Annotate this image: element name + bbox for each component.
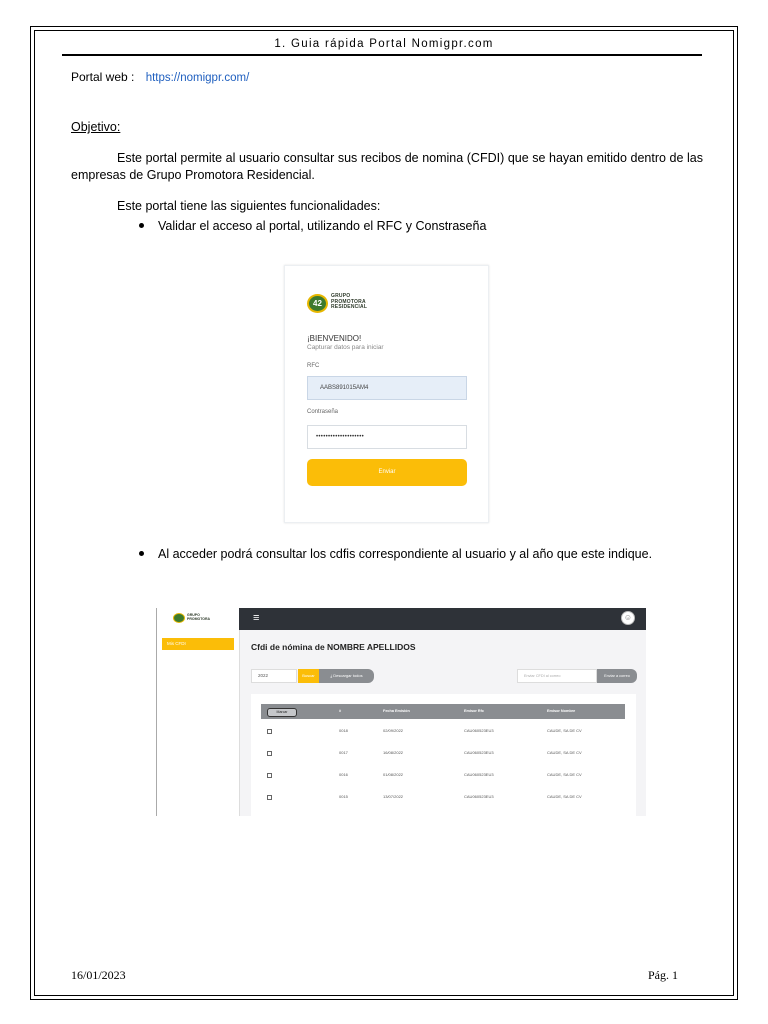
rfc-input[interactable]: AABS891015AM4	[307, 376, 467, 400]
app-sidebar	[157, 630, 240, 816]
rfc-label: RFC	[307, 363, 320, 369]
cell-rfc: CAU060523EU3	[464, 772, 494, 777]
table-row	[261, 791, 625, 805]
mark-all-button[interactable]: Marcar	[267, 708, 297, 717]
year-input[interactable]: 2022	[251, 669, 297, 683]
cell-rfc: CAU060523EU3	[464, 728, 494, 733]
title-rule	[62, 54, 702, 56]
sidebar-item-mis-cfdi[interactable]: Mis CFDI	[162, 638, 234, 650]
row-checkbox[interactable]	[267, 729, 272, 734]
cell-num: 0016	[339, 772, 348, 777]
cfdi-table	[251, 694, 636, 816]
table-row	[261, 747, 625, 761]
table-row	[261, 725, 625, 739]
column-header-nombre[interactable]: Emisor Nombre	[547, 709, 576, 713]
column-header-fecha[interactable]: Fecha Emisión	[383, 709, 410, 713]
cell-rfc: CAU060523EU3	[464, 750, 494, 755]
cell-fecha: 16/08/2022	[383, 750, 404, 755]
download-label: Descargar todos	[333, 673, 363, 678]
table-row	[261, 769, 625, 783]
objetivo-heading: Objetivo:	[71, 120, 121, 134]
row-checkbox[interactable]	[267, 751, 272, 756]
bullet-item	[139, 219, 486, 233]
table-header	[261, 704, 625, 719]
login-screenshot	[284, 265, 489, 523]
portal-url-link[interactable]: https://nomigpr.com/	[145, 72, 250, 84]
column-header-num[interactable]: #	[339, 709, 342, 713]
hamburger-menu-icon[interactable]: ≡	[253, 612, 260, 624]
cell-fecha: 02/09/2022	[383, 728, 404, 733]
company-logo-text	[331, 294, 367, 311]
app-logo-area	[157, 608, 239, 631]
document-title: 1. Guia rápida Portal Nomigpr.com	[274, 38, 494, 50]
app-logo-icon	[173, 613, 185, 623]
welcome-heading: ¡BIENVENIDO!	[307, 334, 362, 343]
footer-page-number: Pág. 1	[648, 968, 678, 982]
paragraph-description: Este portal permite al usuario consultar sus recibos de nomina (CFDI) que se hayan emitido dentro de las empresas de Grupo Promotora Residencial.	[71, 151, 703, 182]
portal-line	[71, 70, 249, 84]
cell-rfc: CAU060523EU3	[464, 794, 494, 799]
cell-nombre: CAUDE, SA DE CV	[547, 794, 582, 799]
logo-line: PROMOTORA	[187, 616, 211, 621]
user-avatar-icon[interactable]: ☺	[621, 611, 635, 625]
cell-nombre: CAUDE, SA DE CV	[547, 728, 582, 733]
cell-num: 0017	[339, 750, 348, 755]
logo-line: PROMOTORA	[331, 298, 366, 305]
logo-line: GRUPO	[187, 613, 200, 617]
logo-line: RESIDENCIAL	[331, 304, 368, 310]
bullet-dot-icon	[139, 223, 144, 228]
row-checkbox[interactable]	[267, 795, 272, 800]
column-header-rfc[interactable]: Emisor Rfc	[464, 709, 485, 713]
cell-fecha: 13/07/2022	[383, 794, 404, 799]
row-checkbox[interactable]	[267, 773, 272, 778]
cell-num: 0018	[339, 728, 348, 733]
bullet-text: Validar el acceso al portal, utilizando el RFC y Constraseña	[158, 219, 487, 233]
app-screenshot	[156, 608, 646, 816]
download-all-button[interactable]: ⤓ Descargar todos	[319, 669, 374, 683]
email-input[interactable]: Enviar CFDI al correo	[517, 669, 597, 683]
logo-line: GRUPO	[331, 293, 351, 299]
bullet-item	[139, 547, 652, 561]
cell-nombre: CAUDE, SA DE CV	[547, 772, 582, 777]
cell-nombre: CAUDE, SA DE CV	[547, 750, 582, 755]
capture-subtitle: Capturar datos para iniciar	[307, 344, 384, 351]
send-email-button[interactable]: Enviar a correo	[597, 669, 637, 683]
portal-label: Portal web :	[71, 70, 135, 84]
paragraph-functionalities: Este portal tiene las siguientes funcionalidades:	[117, 199, 381, 213]
page-title: Cfdi de nómina de NOMBRE APELLIDOS	[251, 642, 416, 652]
company-logo-icon: 42	[307, 294, 328, 313]
bullet-text: Al acceder podrá consultar los cdfis correspondiente al usuario y al año que este indique.	[158, 547, 653, 561]
cell-num: 0015	[339, 794, 348, 799]
footer-date: 16/01/2023	[71, 968, 126, 982]
app-topbar	[239, 608, 646, 630]
password-label: Contraseña	[307, 409, 339, 415]
app-logo-text	[187, 614, 210, 622]
password-input[interactable]: ••••••••••••••••••••	[307, 425, 467, 449]
search-button[interactable]: Buscar	[298, 669, 319, 683]
submit-button[interactable]: Enviar	[307, 459, 467, 486]
cell-fecha: 01/08/2022	[383, 772, 404, 777]
bullet-dot-icon	[139, 551, 144, 556]
